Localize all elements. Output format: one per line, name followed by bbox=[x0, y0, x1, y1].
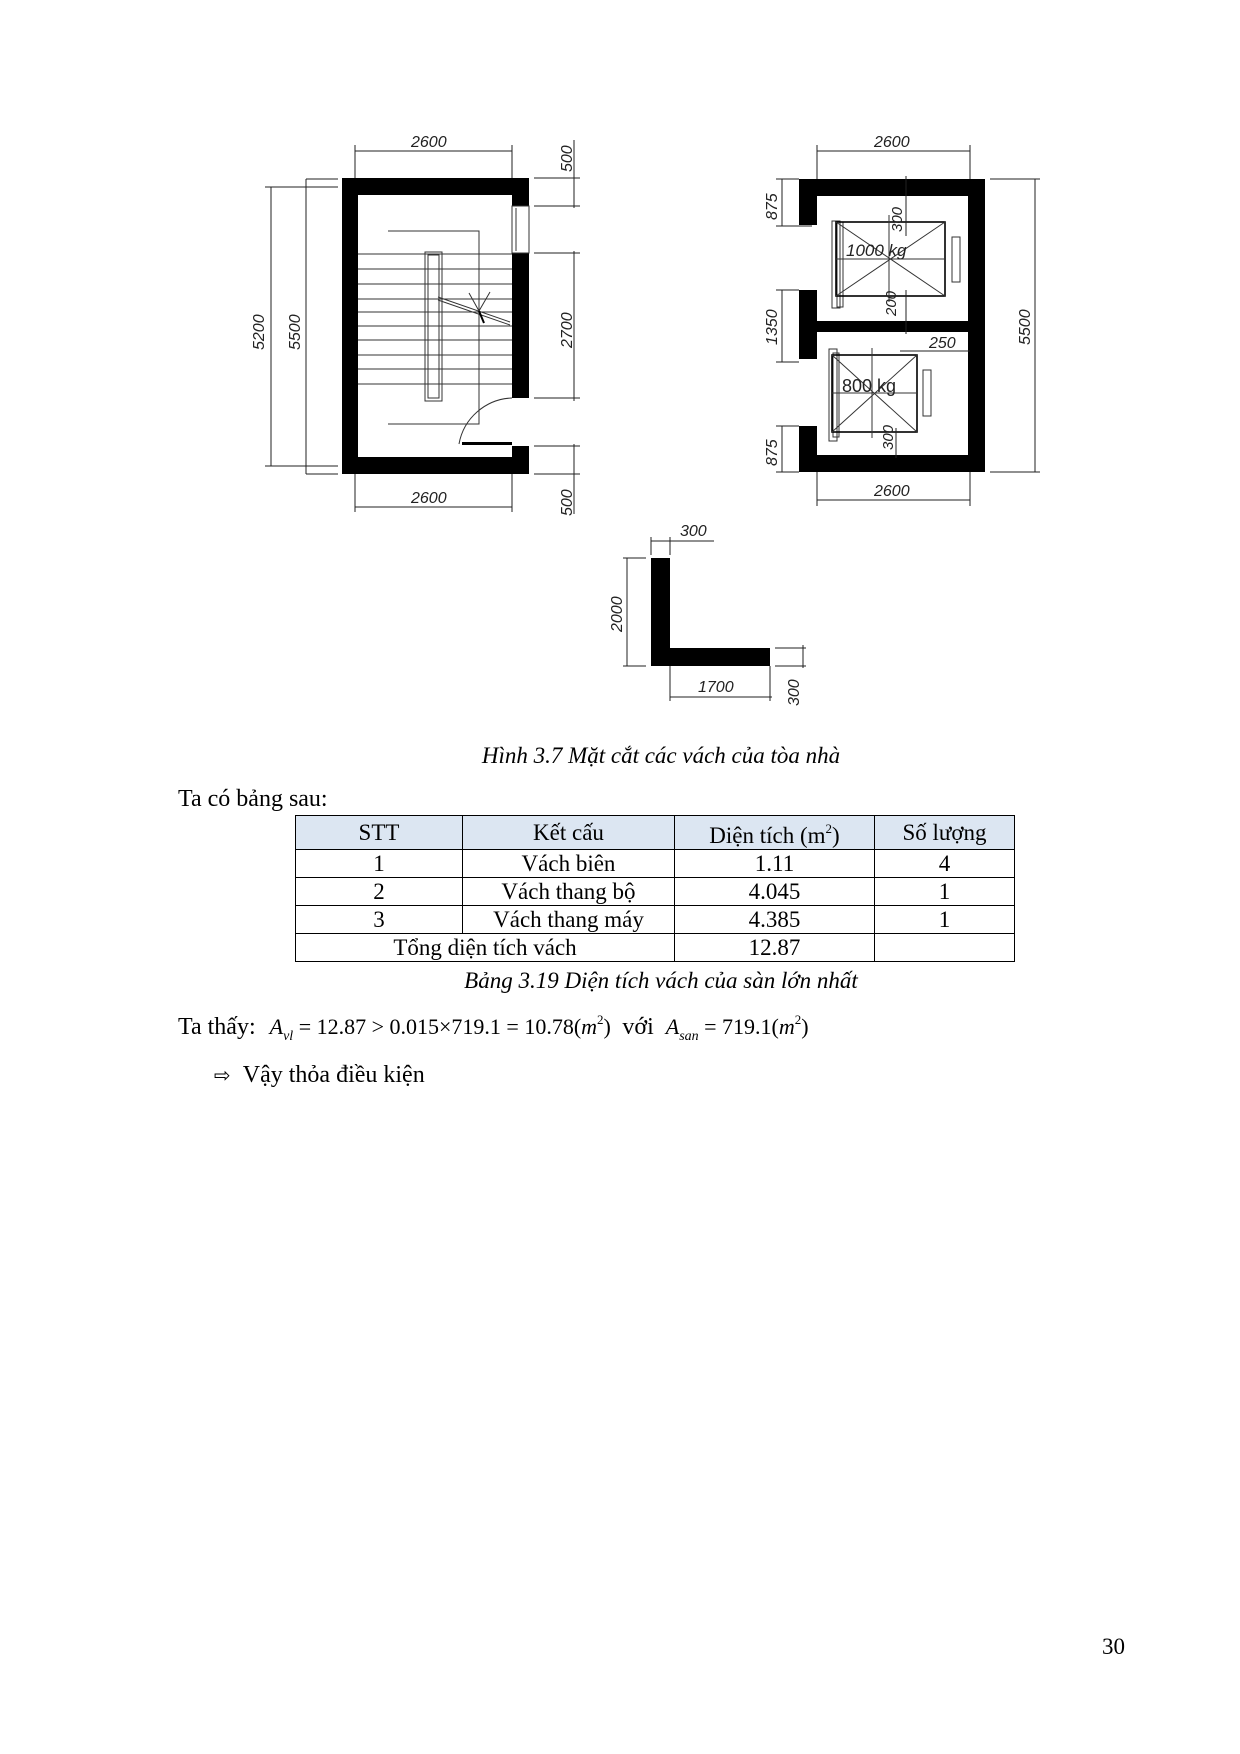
stair-wall-drawing bbox=[240, 120, 620, 530]
table-total-row bbox=[296, 934, 1015, 962]
formula-expression: = 12.87 > 0.015×719.1 = 10.78( bbox=[293, 1014, 582, 1039]
cell-stt: 3 bbox=[296, 906, 463, 934]
figure-caption: Hình 3.7 Mặt cắt các vách của tòa nhà bbox=[481, 743, 841, 768]
table-row bbox=[296, 878, 1015, 906]
formula-rhs-expression: = 719.1( bbox=[698, 1014, 779, 1039]
cell-ket-cau: Vách thang bộ bbox=[463, 878, 675, 906]
table-caption: Bảng 3.19 Diện tích vách của sàn lớn nhất bbox=[464, 968, 858, 993]
cell-so-luong: 1 bbox=[875, 906, 1015, 934]
intro-text: Ta có bảng sau: bbox=[178, 786, 328, 812]
dim-elev-left-middle: 1350 bbox=[764, 309, 781, 345]
table-row bbox=[296, 906, 1015, 934]
table-row bbox=[296, 850, 1015, 878]
dim-car2-bottom-gap: 300 bbox=[880, 424, 897, 450]
wall-area-table bbox=[295, 815, 1015, 962]
dim-l-thickness-right: 300 bbox=[786, 679, 803, 706]
total-label: Tổng diện tích vách bbox=[296, 934, 675, 962]
formula-connector: với bbox=[622, 1014, 654, 1040]
formula-rhs-close: ) bbox=[801, 1014, 809, 1039]
dim-l-length: 1700 bbox=[698, 679, 734, 696]
dim-stair-right-bottom: 500 bbox=[559, 489, 576, 516]
formula-rhs-sub: san bbox=[679, 1029, 699, 1044]
cell-dien-tich: 4.045 bbox=[675, 878, 875, 906]
dim-stair-left-total: 5500 bbox=[287, 314, 304, 350]
cell-dien-tich: 1.11 bbox=[675, 850, 875, 878]
cell-ket-cau: Vách biên bbox=[463, 850, 675, 878]
header-dien-tich: Diện tích $(m^2)$ bbox=[675, 816, 875, 850]
dim-stair-bottom-width: 2600 bbox=[411, 490, 447, 507]
formula-lhs-var: A bbox=[269, 1014, 284, 1039]
dim-stair-right-middle: 2700 bbox=[559, 312, 576, 348]
formula-rhs-var: A bbox=[665, 1014, 680, 1039]
header-stt: STT bbox=[296, 816, 463, 850]
dim-car1-top-gap: 300 bbox=[889, 206, 906, 232]
dim-stair-top-width: 2600 bbox=[411, 134, 447, 151]
formula-line bbox=[178, 1012, 809, 1045]
formula-prefix: Ta thấy: bbox=[178, 1014, 256, 1040]
header-ket-cau: Kết cấu bbox=[463, 816, 675, 850]
cell-ket-cau: Vách thang máy bbox=[463, 906, 675, 934]
dim-elev-bottom-width: 2600 bbox=[874, 483, 910, 500]
dim-stair-left-outer: 5200 bbox=[251, 314, 268, 350]
dim-stair-right-top: 500 bbox=[559, 145, 576, 172]
car1-label: 1000 kg bbox=[846, 241, 907, 260]
cell-so-luong: 4 bbox=[875, 850, 1015, 878]
table-header-row bbox=[296, 816, 1015, 850]
cell-dien-tich: 4.385 bbox=[675, 906, 875, 934]
cell-stt: 1 bbox=[296, 850, 463, 878]
arrow-right-icon: ⇨ bbox=[214, 1063, 231, 1087]
elevator-wall-drawing bbox=[740, 120, 1060, 520]
car2-label: 800 kg bbox=[842, 376, 897, 396]
dim-elev-left-bottom: 875 bbox=[764, 439, 781, 466]
formula-lhs-sub: vl bbox=[283, 1029, 294, 1044]
total-dien-tich: 12.87 bbox=[675, 934, 875, 962]
dim-l-thickness-top: 300 bbox=[680, 523, 707, 540]
dim-l-height: 2000 bbox=[609, 596, 626, 632]
header-so-luong: Số lượng bbox=[875, 816, 1015, 850]
formula-rhs-unit-sup: 2 bbox=[794, 1012, 802, 1027]
page-number: 30 bbox=[1102, 1634, 1125, 1659]
l-wall-drawing bbox=[600, 515, 820, 715]
dim-elev-right-total: 5500 bbox=[1017, 309, 1034, 345]
dim-partition-offset: 250 bbox=[929, 335, 956, 352]
formula-close: ) bbox=[603, 1014, 611, 1039]
formula-unit-sup: 2 bbox=[597, 1012, 604, 1027]
conclusion-text: Vậy thỏa điều kiện bbox=[242, 1062, 425, 1088]
cell-stt: 2 bbox=[296, 878, 463, 906]
total-so-luong bbox=[875, 934, 1015, 962]
formula-unit: m bbox=[581, 1014, 598, 1039]
cell-so-luong: 1 bbox=[875, 878, 1015, 906]
formula-rhs-unit: m bbox=[778, 1014, 795, 1039]
dim-car1-bottom-gap: 200 bbox=[883, 290, 900, 316]
conclusion-line bbox=[214, 1062, 425, 1089]
dim-elev-top-width: 2600 bbox=[874, 134, 910, 151]
dim-elev-left-top: 875 bbox=[764, 193, 781, 220]
